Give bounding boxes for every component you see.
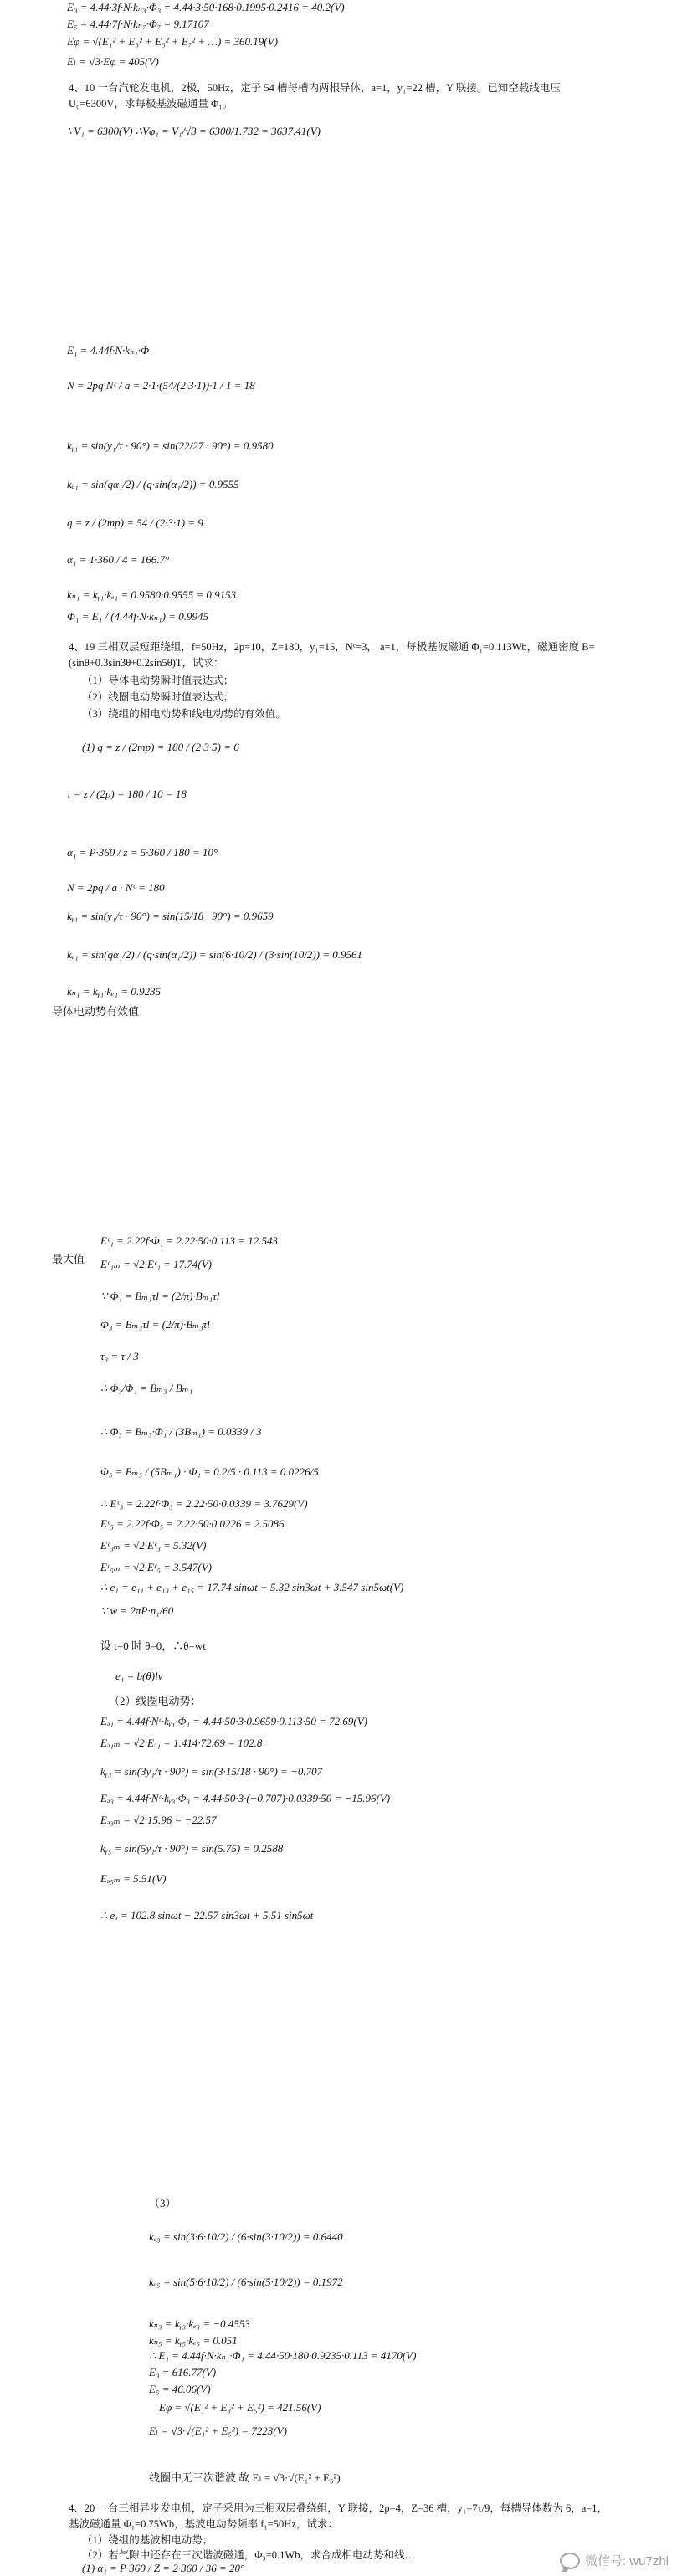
eq-4-19-b14: ∵ w = 2πP·n₁/60	[100, 1604, 174, 1617]
watermark-text: 微信号: wu7zhl	[584, 2554, 669, 2568]
problem-4-20-text: 4、20 一台三相异步发电机，定子采用为三相双层叠绕组，Y 联接，2p=4，Z=36 槽，y₁=7τ/9，每槽导体数为 6，a=1，基波磁通量 Φ₁=0.75Wb，基波电动势频率 f₁=50Hz，试求：	[69, 2502, 608, 2530]
eq-4-19-b13: ∴ e₁ = e₁₁ + e₁₃ + e₁₅ = 17.74 sinωt + 5.32 sin3ωt + 3.547 sin5ωt(V)	[100, 1581, 404, 1593]
part-3-label: （3）	[149, 2197, 177, 2209]
eq-4-19-b8: Φ₅ = Bₘ₅ / (5Bₘ₁) · Φ₁ = 0.2/5 · 0.113 = 0.0226/5	[100, 1465, 319, 1478]
set-t-zero-line: 设 t=0 时 θ=0，∴θ=wt	[100, 1640, 206, 1652]
no-third-harmonic-note: 线圈中无三次谐波 故 Eₗ = √3·√(E₁² + E₅²)	[149, 2471, 341, 2484]
eq-4-10-2: E₁ = 4.44f·N·kₙ₁·Φ	[67, 344, 149, 357]
eq-4-10-4: kᵧ₁ = sin(y₁/τ · 90°) = sin(22/27 · 90°) = 0.9580	[67, 439, 274, 452]
wechat-icon	[560, 2553, 580, 2569]
problem-4-20-item-1: （1）绕组的基波相电动势；	[82, 2534, 213, 2546]
eq-4-19-b6: ∴ Φ₃/Φ₁ = Bₘ₃ / Bₘ₁	[100, 1382, 193, 1394]
eq-4-19-d2: kₑ₅ = sin(5·6·10/2) / (6·sin(5·10/2)) = 0.1972	[149, 2276, 343, 2288]
eq-4-19-c5: Eₔ₃ₘ = √2·15.96 = −22.57	[100, 1814, 217, 1826]
eq-4-19-c7: Eₔ₅ₘ = 5.51(V)	[100, 1872, 167, 1885]
eq-4-19-d7: E₅ = 46.06(V)	[149, 2383, 211, 2395]
eq-4-19-d6: E₃ = 616.77(V)	[149, 2366, 217, 2378]
eq-4-10-3: N = 2pq·Nᶜ / a = 2·1·(54/(2·3·1))·1 / 1 = 18	[67, 379, 255, 392]
eq-4-19-d4: kₙ₅ = kᵧ₅·kₑ₅ = 0.051	[149, 2334, 238, 2347]
eq-4-19-d3: kₙ₃ = kᵧ₃·kₑ₃ = −0.4553	[149, 2317, 250, 2330]
eq-top-1: E₃ = 4.44·3f·N·kₙ₃·Φ₃ = 4.44·3·50·168·0.1995·0.2416 = 40.2(V)	[67, 1, 345, 13]
eq-4-19-a6: kₑ₁ = sin(qα₁/2) / (q·sin(α₁/2)) = sin(6·10/2) / (3·sin(10/2)) = 0.9561	[67, 948, 363, 961]
coil-emf-label: （2）线圈电动势：	[109, 1695, 202, 1707]
eq-4-19-c8: ∴ eₔ = 102.8 sinωt − 22.57 sin3ωt + 5.51 sin5ωt	[100, 1909, 314, 1922]
eq-4-19-b11: Eᶜ₃ₘ = √2·Eᶜ₃ = 5.32(V)	[100, 1539, 207, 1552]
eq-4-19-a5: kᵧ₁ = sin(y₁/τ · 90°) = sin(15/18 · 90°) = 0.9659	[67, 910, 274, 922]
problem-4-19-text: 4、19 三相双层短距绕组，f=50Hz，2p=10，Z=180，y₁=15，Nᶜ=3， a=1，每极基波磁通 Φ₁=0.113Wb，磁通密度 B=(sinθ+0.3sin3θ+0.2sin5θ)T，试求：	[69, 641, 595, 669]
eq-4-19-a4: N = 2pq / a · Nᶜ = 180	[67, 881, 165, 894]
label-max-value: 最大值	[52, 1253, 85, 1265]
eq-4-19-d5: ∴ E₁ = 4.44f·N·kₙ₁·Φ₁ = 4.44·50·180·0.9235·0.113 = 4170(V)	[149, 2349, 417, 2362]
eq-4-19-a1: (1) q = z / (2mp) = 180 / (2·3·5) = 6	[82, 741, 239, 753]
eq-4-19-a2: τ = z / (2p) = 180 / 10 = 18	[67, 788, 187, 800]
eq-top-3: Eφ = √(E₁² + E₃² + E₅² + E₇² + …) = 360.19(V)	[67, 35, 278, 48]
eq-4-19-b5: τ₃ = τ / 3	[100, 1350, 139, 1362]
problem-4-19-item-1: （1）导体电动势瞬时值表达式；	[82, 675, 234, 686]
eq-4-19-b12: Eᶜ₅ₘ = √2·Eᶜ₅ = 3.547(V)	[100, 1561, 213, 1573]
problem-4-19-item-3: （3）绕组的相电动势和线电动势的有效值。	[82, 708, 286, 720]
eq-e1-line: e₁ = b(θ)lv	[115, 1670, 163, 1682]
problem-4-19-item-2: （2）线圈电动势瞬时值表达式；	[82, 691, 234, 703]
eq-4-19-b9: ∴ Eᶜ₃ = 2.22f·Φ₃ = 2.22·50·0.0339 = 3.7629(V)	[100, 1497, 308, 1510]
eq-4-19-b3: ∵ Φ₁ = Bₘ₁τl = (2/π)·Bₘ₁τl	[100, 1290, 220, 1302]
eq-top-4: Eₗ = √3·Eφ = 405(V)	[67, 55, 159, 68]
eq-4-19-c3: kᵧ₃ = sin(3y₁/τ · 90°) = sin(3·15/18 · 90°) = −0.707	[100, 1765, 323, 1778]
label-conductor-emf: 导体电动势有效值	[52, 1005, 140, 1018]
eq-4-19-c4: Eₔ₃ = 4.44f·Nᶜ·kᵧ₃·Φ₃ = 4.44·50·3·(−0.707)·0.0339·50 = −15.96(V)	[100, 1792, 391, 1804]
eq-4-19-b4: Φ₃ = Bₘ₃τl = (2/π)·Bₘ₃τl	[100, 1318, 210, 1331]
eq-4-10-7: α₁ = 1·360 / 4 = 166.7°	[67, 553, 170, 566]
eq-4-19-a7: kₙ₁ = kᵧ₁·kₑ₁ = 0.9235	[67, 985, 162, 998]
eq-4-19-c2: Eₔ₁ₘ = √2·Eₔ₁ = 1.414·72.69 = 102.8	[100, 1737, 263, 1749]
eq-4-19-b2: Eᶜ₁ₘ = √2·Eᶜ₁ = 17.74(V)	[100, 1258, 213, 1270]
eq-4-19-b10: Eᶜ₅ = 2.22f·Φ₅ = 2.22·50·0.0226 = 2.5086	[100, 1517, 285, 1530]
eq-4-19-b7: ∴ Φ₃ = Bₘ₃·Φ₁ / (3Bₘ₁) = 0.0339 / 3	[100, 1425, 262, 1438]
eq-4-10-1: ∵V₁ = 6300(V) ∴Vφ₁ = V₁/√3 = 6300/1.732 = 3637.41(V)	[67, 125, 321, 137]
problem-4-10-text: 4、10 一台汽轮发电机，2极，50Hz，定子 54 槽每槽内两根导体，a=1，y₁=22 槽，Y 联接。已知空载线电压 U₀=6300V，求每极基波磁通量 Φ₁。	[69, 82, 561, 110]
eq-4-19-c1: Eₔ₁ = 4.44f·Nᶜ·kᵧ₁·Φ₁ = 4.44·50·3·0.9659·0.113·50 = 72.69(V)	[100, 1715, 367, 1727]
eq-4-19-b1: Eᶜ₁ = 2.22f·Φ₁ = 2.22·50·0.113 = 12.543	[100, 1234, 279, 1247]
eq-4-19-a3: α₁ = P·360 / z = 5·360 / 180 = 10°	[67, 846, 218, 859]
eq-4-19-d1: kₑ₃ = sin(3·6·10/2) / (6·sin(3·10/2)) = 0.6440	[149, 2230, 343, 2243]
eq-4-10-5: kₑ₁ = sin(qα₁/2) / (q·sin(α₁/2)) = 0.9555	[67, 478, 239, 490]
eq-4-10-6: q = z / (2mp) = 54 / (2·3·1) = 9	[67, 516, 203, 529]
eq-4-10-8: kₙ₁ = kᵧ₁·kₑ₁ = 0.9580·0.9555 = 0.9153	[67, 588, 237, 601]
eq-4-20-1: (1) α₁ = P·360 / Z = 2·360 / 36 = 20°	[82, 2562, 245, 2574]
watermark	[560, 2552, 669, 2569]
eq-top-2: E₅ = 4.44·7f·N·kₙ₇·Φ₇ = 9.17107	[67, 18, 209, 30]
eq-4-19-d8: Eφ = √(E₁² + E₃² + E₅²) = 421.56(V)	[159, 2401, 321, 2414]
eq-4-19-c6: kᵧ₅ = sin(5y₁/τ · 90°) = sin(5.75) = 0.2588	[100, 1842, 284, 1855]
eq-4-10-9: Φ₁ = E₁ / (4.44f·N·kₙ₁) = 0.9945	[67, 610, 209, 623]
eq-4-19-d9: Eₗ = √3·√(E₁² + E₅²) = 7223(V)	[149, 2425, 287, 2437]
problem-4-20-item-2: （2）若气隙中还存在三次谐波磁通，Φ₃=0.1Wb，求合成相电动势和线…	[82, 2549, 415, 2561]
